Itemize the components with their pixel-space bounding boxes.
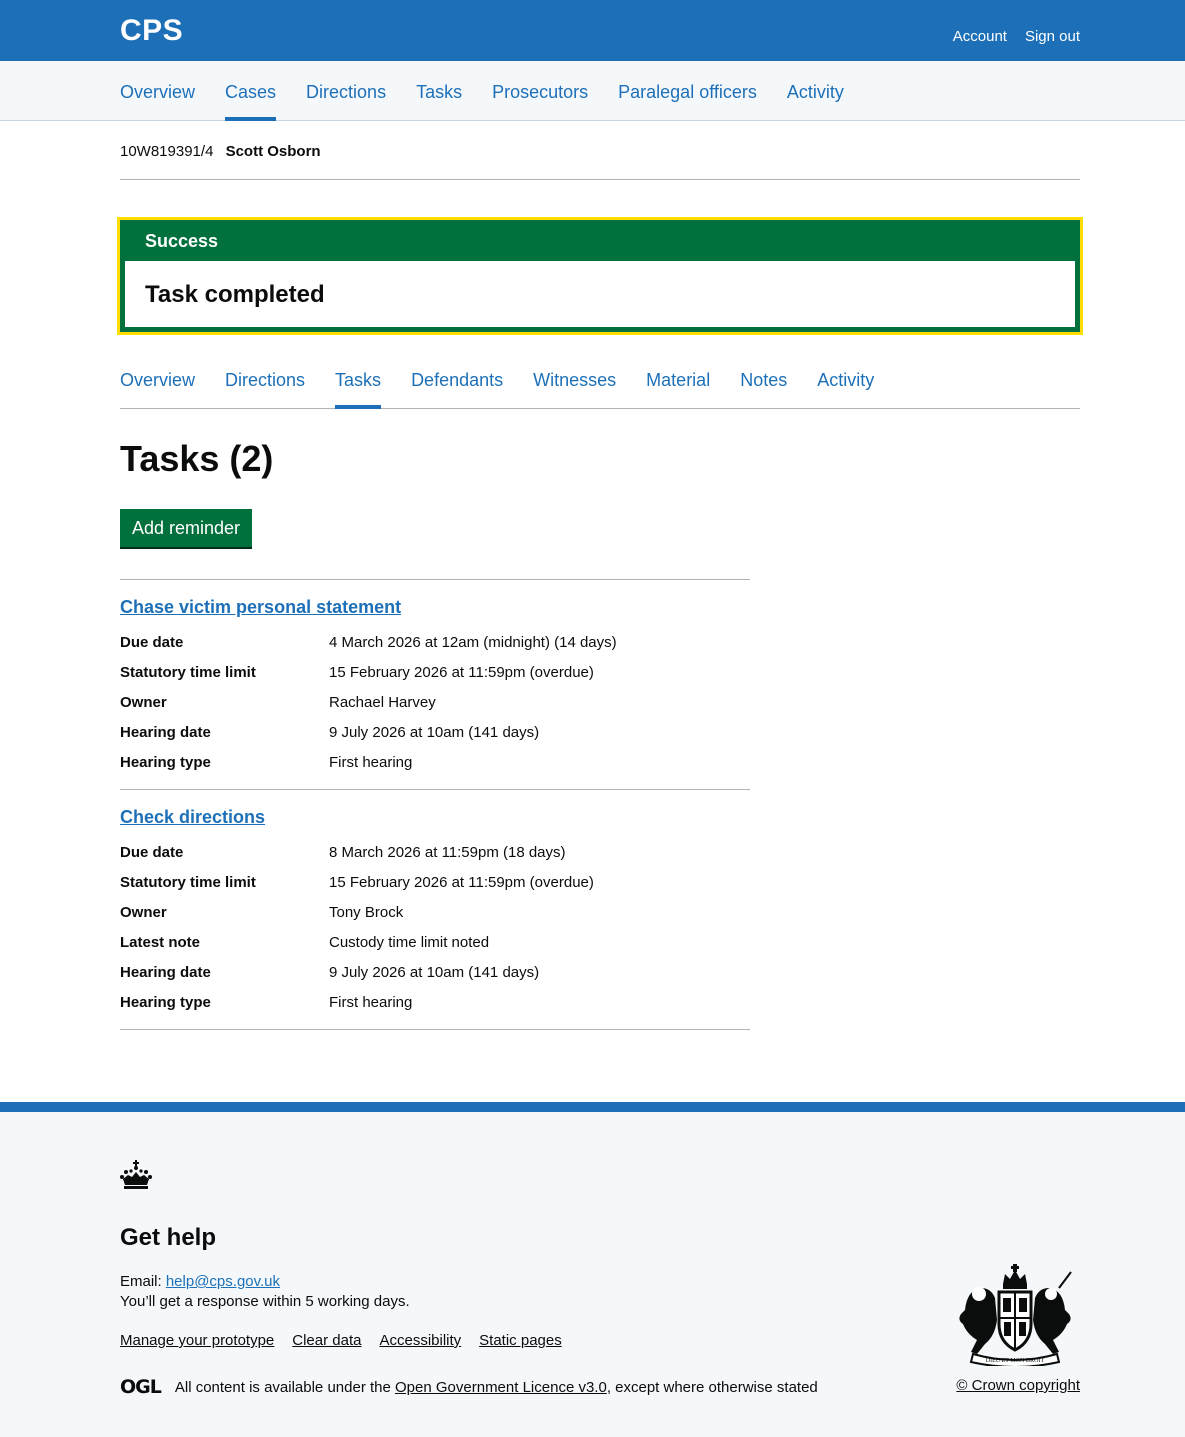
task-row-key: Hearing type <box>120 993 211 1011</box>
task-row-value: Rachael Harvey <box>329 693 436 711</box>
email-label: Email: <box>120 1273 166 1290</box>
crown-icon <box>120 1160 152 1195</box>
task-row-value: 8 March 2026 at 11:59pm (18 days) <box>329 843 566 861</box>
task-row-hearing-date <box>120 957 750 987</box>
task-row-due-date <box>120 837 750 867</box>
licence-suffix: , except where otherwise stated <box>606 1378 818 1396</box>
service-nav-link-directions[interactable]: Directions <box>306 81 387 102</box>
case-tab-link-directions[interactable]: Directions <box>225 370 306 390</box>
service-nav-item-directions <box>306 61 386 121</box>
ogl-logo-icon: OGL <box>120 1376 161 1398</box>
task-row-statutory-time-limit <box>120 657 750 687</box>
service-nav-link-overview[interactable]: Overview <box>120 81 196 102</box>
account-nav <box>953 28 1080 45</box>
site-footer <box>0 1102 1185 1437</box>
service-nav-item-cases <box>225 61 276 121</box>
footer-help-text <box>120 1272 410 1312</box>
service-nav-item-prosecutors <box>492 61 588 121</box>
case-tab-material <box>646 354 710 408</box>
task-title-link[interactable]: Check directions <box>120 807 266 827</box>
royal-coat-of-arms-icon <box>955 1262 1075 1371</box>
licence-statement <box>120 1376 818 1398</box>
task-row-key: Hearing type <box>120 753 211 771</box>
case-tab-link-activity[interactable]: Activity <box>817 370 875 390</box>
task-row-value: 4 March 2026 at 12am (midnight) (14 days) <box>329 633 617 651</box>
task-row-key: Hearing date <box>120 963 211 981</box>
static-pages-link[interactable]: Static pages <box>479 1332 562 1349</box>
service-nav-link-cases[interactable]: Cases <box>225 81 277 102</box>
case-sub-navigation <box>120 354 1080 409</box>
clear-data-link[interactable]: Clear data <box>292 1332 362 1349</box>
case-tab-link-witnesses[interactable]: Witnesses <box>533 370 617 390</box>
task-row-value: First hearing <box>329 993 413 1011</box>
task-row-statutory-time-limit <box>120 867 750 897</box>
response-time-text: You’ll get a response within 5 working days. <box>120 1293 410 1310</box>
task-row-key: Due date <box>120 843 184 861</box>
success-notification-banner <box>117 217 1083 335</box>
service-nav-link-paralegal-officers[interactable]: Paralegal officers <box>618 81 757 102</box>
task-item <box>120 579 750 789</box>
task-row-key: Owner <box>120 903 167 921</box>
case-tab-link-material[interactable]: Material <box>646 370 711 390</box>
account-link[interactable]: Account <box>952 28 1007 45</box>
task-row-key: Latest note <box>120 933 201 951</box>
site-header <box>0 0 1185 61</box>
task-row-value: 9 July 2026 at 10am (141 days) <box>329 963 540 981</box>
task-row-key: Statutory time limit <box>120 663 256 681</box>
task-title-link[interactable]: Chase victim personal statement <box>120 597 402 617</box>
crown-copyright-link[interactable]: © Crown copyright <box>956 1377 1080 1394</box>
service-nav-link-tasks[interactable]: Tasks <box>416 81 463 102</box>
banner-message: Task completed <box>145 281 325 308</box>
manage-prototype-link[interactable]: Manage your prototype <box>120 1332 275 1349</box>
task-row-hearing-type <box>120 987 750 1017</box>
task-item <box>120 789 750 1030</box>
service-nav-link-activity[interactable]: Activity <box>786 81 844 102</box>
case-tab-notes <box>740 354 787 408</box>
add-reminder-button[interactable]: Add reminder <box>120 509 252 547</box>
task-row-key: Due date <box>120 633 184 651</box>
case-tab-defendants <box>411 354 503 408</box>
task-row-value: 9 July 2026 at 10am (141 days) <box>329 723 540 741</box>
page-title: Tasks (2) <box>120 438 274 479</box>
sign-out-link[interactable]: Sign out <box>1024 28 1080 45</box>
task-row-value: Tony Brock <box>329 903 404 921</box>
footer-heading: Get help <box>120 1224 217 1251</box>
service-nav-link-prosecutors[interactable]: Prosecutors <box>492 81 589 102</box>
service-navigation <box>0 61 1185 121</box>
task-row-value: 15 February 2026 at 11:59pm (overdue) <box>329 663 594 681</box>
task-row-latest-note <box>120 927 750 957</box>
cps-logo-link[interactable]: CPS <box>120 14 184 47</box>
case-tab-link-tasks[interactable]: Tasks <box>335 370 382 390</box>
case-urn: 10W819391/4 <box>120 143 214 160</box>
task-row-value: First hearing <box>329 753 413 771</box>
service-nav-item-activity <box>787 61 844 121</box>
task-row-key: Statutory time limit <box>120 873 256 891</box>
coat-of-arms-motto: DIEU ET MON DROIT <box>985 1358 1045 1364</box>
service-nav-item-overview <box>120 61 195 121</box>
task-row-due-date <box>120 627 750 657</box>
service-nav-item-paralegal-officers <box>618 61 757 121</box>
accessibility-link[interactable]: Accessibility <box>379 1332 462 1349</box>
task-row-value: 15 February 2026 at 11:59pm (overdue) <box>329 873 594 891</box>
defendant-name: Scott Osborn <box>225 143 321 160</box>
task-list <box>120 579 750 1030</box>
banner-title: Success <box>125 225 1075 261</box>
case-tab-link-notes[interactable]: Notes <box>740 370 788 390</box>
task-row-key: Owner <box>120 693 167 711</box>
case-header <box>120 143 1080 180</box>
service-nav-item-tasks <box>416 61 462 121</box>
case-tab-link-overview[interactable]: Overview <box>120 370 196 390</box>
task-row-key: Hearing date <box>120 723 211 741</box>
task-row-hearing-type <box>120 747 750 777</box>
case-tab-tasks <box>335 354 381 408</box>
task-row-owner <box>120 687 750 717</box>
task-row-hearing-date <box>120 717 750 747</box>
case-tab-witnesses <box>533 354 616 408</box>
case-tab-overview <box>120 354 195 408</box>
footer-links <box>120 1332 562 1349</box>
help-email-link[interactable]: help@cps.gov.uk <box>165 1273 281 1290</box>
case-tab-link-defendants[interactable]: Defendants <box>411 370 504 390</box>
open-government-licence-link[interactable]: Open Government Licence v3.0 <box>395 1378 607 1396</box>
task-row-owner <box>120 897 750 927</box>
case-tab-directions <box>225 354 305 408</box>
case-tab-activity <box>817 354 874 408</box>
task-row-value: Custody time limit noted <box>329 933 490 951</box>
licence-prefix: All content is available under the <box>174 1378 391 1396</box>
